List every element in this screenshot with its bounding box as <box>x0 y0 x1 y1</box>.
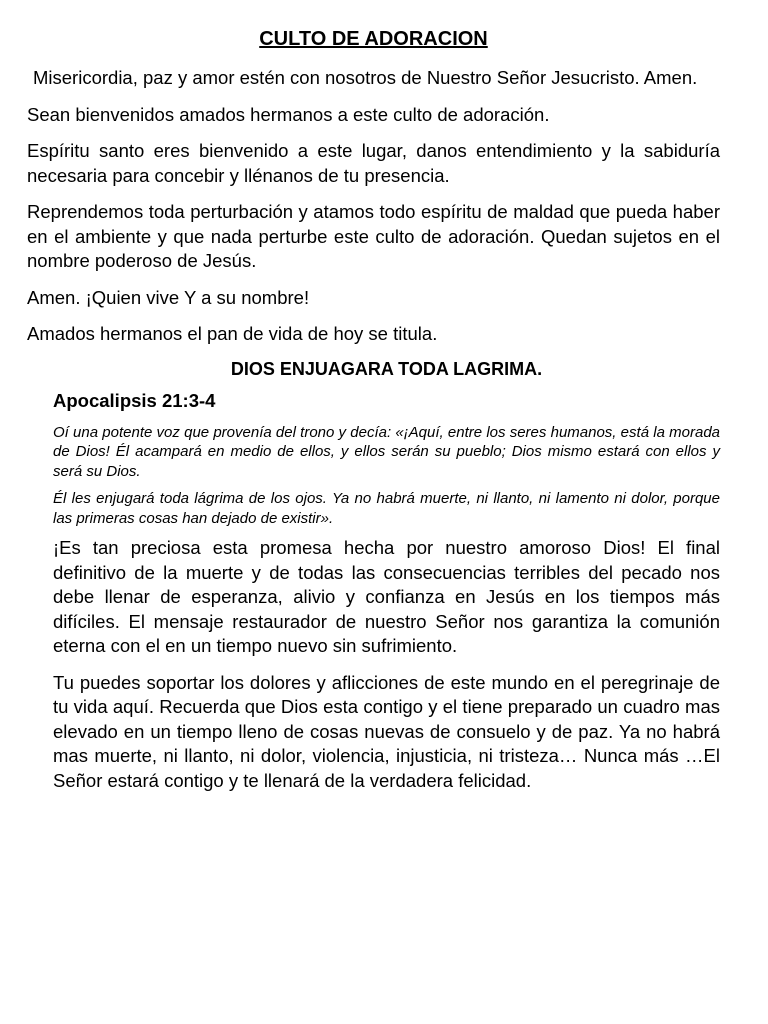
body-paragraph-promise: ¡Es tan preciosa esta promesa hecha por nuestro amoroso Dios! El final definitivo de la muerte y de todas las consecuencias terribles del pecado nos debe llenar de esperanza, alivio y confianza en Jesús en los tiempos más difíciles. El mensaje restaurador de nuestro Señor nos garantiza la comunión eterna con el en un tiempo nuevo sin sufrimiento. <box>53 537 720 656</box>
document-title: CULTO DE ADORACION <box>259 28 488 50</box>
scripture-reference: Apocalipsis 21:3-4 <box>53 389 216 411</box>
intro-paragraph-greeting: Misericordia, paz y amor estén con nosotros de Nuestro Señor Jesucristo. Amen. <box>33 67 698 88</box>
verse-3: Oí una potente voz que provenía del trono y decía: «¡Aquí, entre los seres humanos, está la morada de Dios! Él acampará en medio de ellos, y ellos serán su pueblo; Dios mismo estará con ellos y será su Dios. <box>53 423 720 480</box>
sermon-body <box>27 389 720 794</box>
intro-paragraph-bread-of-life: Amados hermanos el pan de vida de hoy se titula. <box>27 323 438 344</box>
intro-paragraph-rebuke: Reprendemos toda perturbación y atamos todo espíritu de maldad que pueda haber en el ambiente y que nada perturbe este culto de adoración. Quedan sujetos en el nombre poderoso de Jesús. <box>27 201 720 271</box>
intro-paragraph-welcome: Sean bienvenidos amados hermanos a este culto de adoración. <box>27 103 550 125</box>
body-paragraph-encouragement: Tu puedes soportar los dolores y aflicciones de este mundo en el peregrinaje de tu vida aquí. Recuerda que Dios esta contigo y el tiene preparado un cuadro mas elevado en un tiempo lleno de cosas nuevas de consuelo y de paz. Ya no habrá mas muerte, ni llanto, ni dolor, violencia, injusticia, ni tristeza… Nunca más …El Señor estará contigo y te llenará de la verdadera felicidad. <box>53 671 720 791</box>
verse-4: Él les enjugará toda lágrima de los ojos. Ya no habrá muerte, ni llanto, ni lamento ni dolor, porque las primeras cosas han dejado de existir». <box>53 490 720 527</box>
intro-paragraph-holy-spirit: Espíritu santo eres bienvenido a este lugar, danos entendimiento y la sabiduría necesaria para concebir y llénanos de tu presencia. <box>27 140 720 186</box>
sermon-title: DIOS ENJUAGARA TODA LAGRIMA. <box>230 358 543 379</box>
intro-paragraph-amen: Amen. ¡Quien vive Y a su nombre! <box>27 286 310 308</box>
